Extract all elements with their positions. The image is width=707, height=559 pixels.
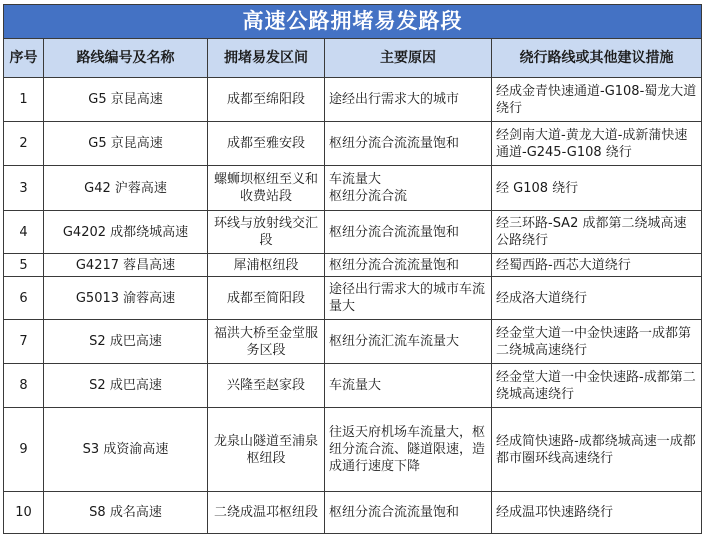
cell-reason: 途经出行需求大的城市 <box>325 78 492 122</box>
table-row <box>4 320 702 364</box>
header-section: 拥堵易发区间 <box>208 39 325 78</box>
table-row <box>4 408 702 492</box>
cell-alternative: 经成洛大道绕行 <box>492 277 702 320</box>
table-row <box>4 78 702 122</box>
table-row <box>4 254 702 277</box>
cell-route: G5 京昆高速 <box>44 122 208 166</box>
table-row <box>4 364 702 408</box>
congestion-table <box>3 4 702 534</box>
header-route: 路线编号及名称 <box>44 39 208 78</box>
cell-route: G4202 成都绕城高速 <box>44 211 208 254</box>
cell-alternative: 经成温邛快速路绕行 <box>492 492 702 534</box>
cell-section: 福洪大桥至金堂服务区段 <box>208 320 325 364</box>
cell-alternative: 经 G108 绕行 <box>492 166 702 211</box>
cell-no: 10 <box>4 492 44 534</box>
cell-section: 犀浦枢纽段 <box>208 254 325 277</box>
cell-route: G42 沪蓉高速 <box>44 166 208 211</box>
cell-reason: 往返天府机场车流量大，枢纽分流合流、隧道限速，造成通行速度下降 <box>325 408 492 492</box>
cell-section: 成都至绵阳段 <box>208 78 325 122</box>
cell-alternative: 经成金青快速通道-G108-蜀龙大道绕行 <box>492 78 702 122</box>
cell-no: 7 <box>4 320 44 364</box>
cell-section: 成都至简阳段 <box>208 277 325 320</box>
cell-no: 5 <box>4 254 44 277</box>
cell-route: S2 成巴高速 <box>44 364 208 408</box>
cell-section: 二绕成温邛枢纽段 <box>208 492 325 534</box>
cell-route: S8 成名高速 <box>44 492 208 534</box>
cell-section: 环线与放射线交汇段 <box>208 211 325 254</box>
table-row <box>4 492 702 534</box>
cell-no: 9 <box>4 408 44 492</box>
cell-no: 1 <box>4 78 44 122</box>
cell-no: 6 <box>4 277 44 320</box>
table-row <box>4 277 702 320</box>
cell-section: 兴隆至赵家段 <box>208 364 325 408</box>
cell-no: 4 <box>4 211 44 254</box>
cell-no: 2 <box>4 122 44 166</box>
header-no: 序号 <box>4 39 44 78</box>
cell-alternative: 经三环路-SA2 成都第二绕城高速公路绕行 <box>492 211 702 254</box>
cell-alternative: 经蜀西路-西芯大道绕行 <box>492 254 702 277</box>
table-row <box>4 166 702 211</box>
cell-reason: 途径出行需求大的城市车流量大 <box>325 277 492 320</box>
cell-reason: 枢纽分流合流流量饱和 <box>325 492 492 534</box>
cell-reason: 车流量大 <box>325 364 492 408</box>
cell-reason: 枢纽分流合流流量饱和 <box>325 122 492 166</box>
cell-reason: 车流量大 枢纽分流合流 <box>325 166 492 211</box>
cell-no: 8 <box>4 364 44 408</box>
cell-alternative: 经金堂大道一中金快速路一成都第二绕城高速绕行 <box>492 320 702 364</box>
cell-section: 成都至雅安段 <box>208 122 325 166</box>
cell-section: 龙泉山隧道至浦泉枢纽段 <box>208 408 325 492</box>
header-reason: 主要原因 <box>325 39 492 78</box>
cell-no: 3 <box>4 166 44 211</box>
cell-reason: 枢纽分流合流流量饱和 <box>325 211 492 254</box>
table-row <box>4 211 702 254</box>
cell-section: 螺蛳坝枢纽至义和收费站段 <box>208 166 325 211</box>
cell-route: S2 成巴高速 <box>44 320 208 364</box>
cell-alternative: 经剑南大道-黄龙大道-成新蒲快速通道-G245-G108 绕行 <box>492 122 702 166</box>
cell-route: S3 成资渝高速 <box>44 408 208 492</box>
table-row <box>4 122 702 166</box>
cell-route: G5 京昆高速 <box>44 78 208 122</box>
cell-alternative: 经成简快速路-成都绕城高速一成都都市圈环线高速绕行 <box>492 408 702 492</box>
cell-reason: 枢纽分流汇流车流量大 <box>325 320 492 364</box>
cell-route: G5013 渝蓉高速 <box>44 277 208 320</box>
cell-reason: 枢纽分流合流流量饱和 <box>325 254 492 277</box>
cell-alternative: 经金堂大道一中金快速路-成都第二绕城高速绕行 <box>492 364 702 408</box>
cell-route: G4217 蓉昌高速 <box>44 254 208 277</box>
header-alternative: 绕行路线或其他建议措施 <box>492 39 702 78</box>
congestion-table-wrapper <box>3 4 701 534</box>
table-title: 高速公路拥堵易发路段 <box>4 5 702 39</box>
